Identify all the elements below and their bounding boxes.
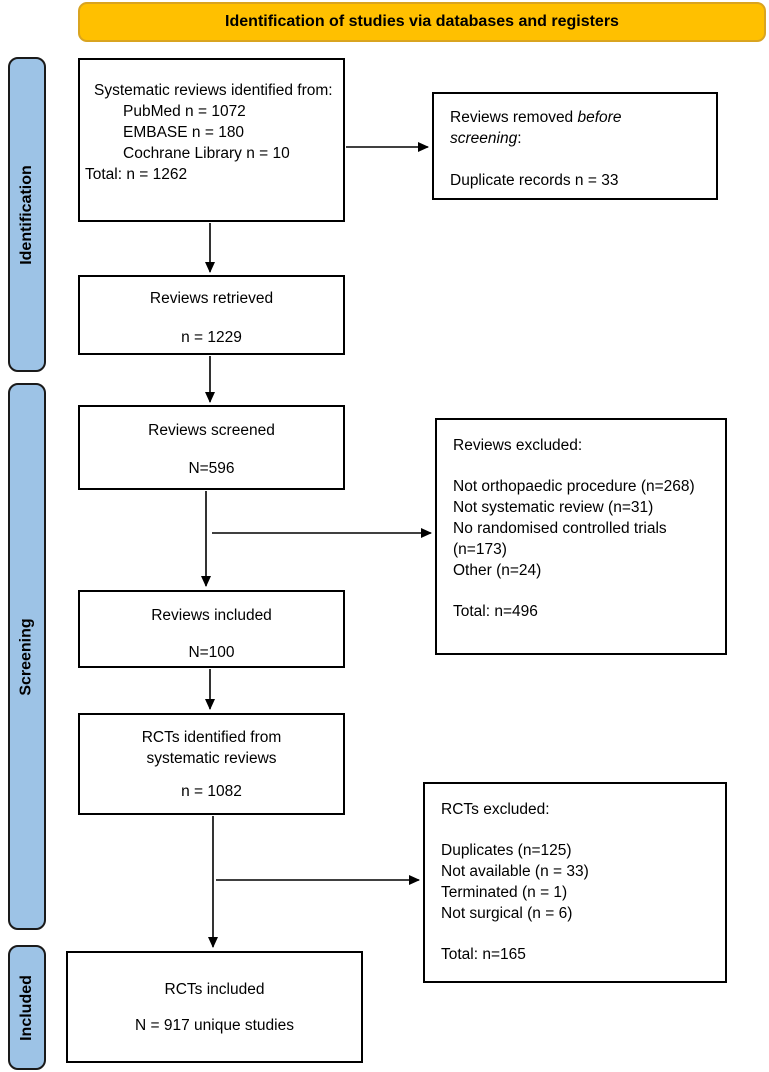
reviews-excluded-reason: No randomised controlled trials (n=173) bbox=[453, 520, 667, 558]
box-reviews-retrieved bbox=[78, 275, 345, 355]
retrieved-title: Reviews retrieved bbox=[149, 290, 274, 307]
rcts-excluded-reason: Not surgical (n = 6) bbox=[441, 905, 573, 922]
identified-source-pubmed: PubMed n = 1072 bbox=[123, 103, 246, 120]
rcts-excluded-reasons bbox=[441, 840, 713, 924]
box-reviews-removed-before-screening bbox=[432, 92, 718, 200]
box-rcts-included bbox=[66, 951, 363, 1063]
rcts-excluded-reason: Duplicates (n=125) bbox=[441, 842, 572, 859]
identified-source-cochrane: Cochrane Library n = 10 bbox=[123, 145, 290, 162]
box-rcts-identified bbox=[78, 713, 345, 815]
stage-label-included-text: Included bbox=[18, 974, 35, 1041]
box-systematic-reviews-identified bbox=[78, 58, 345, 222]
reviews-included-count: N=100 bbox=[188, 644, 235, 661]
rcts-excluded-title: RCTs excluded: bbox=[441, 801, 550, 818]
reviews-excluded-title: Reviews excluded: bbox=[453, 437, 583, 454]
rcts-excluded-reason: Terminated (n = 1) bbox=[441, 884, 568, 901]
reviews-removed-title: Reviews removed before screening: bbox=[450, 109, 622, 147]
screened-count: N=596 bbox=[188, 460, 235, 477]
reviews-excluded-reasons bbox=[453, 476, 695, 581]
reviews-excluded-reason: Other (n=24) bbox=[453, 562, 542, 579]
stage-label-included bbox=[8, 945, 46, 1070]
identified-source-embase: EMBASE n = 180 bbox=[123, 124, 245, 141]
retrieved-count: n = 1229 bbox=[181, 329, 242, 346]
rcts-excluded-total: Total: n=165 bbox=[441, 946, 526, 963]
rcts-excluded-reason: Not available (n = 33) bbox=[441, 863, 589, 880]
stage-label-screening bbox=[8, 383, 46, 930]
box-rcts-excluded bbox=[423, 782, 727, 983]
spacer bbox=[441, 924, 713, 944]
reviews-removed-title-italic: before screening bbox=[450, 109, 622, 147]
reviews-included-title: Reviews included bbox=[151, 607, 272, 624]
spacer bbox=[441, 820, 713, 840]
box-reviews-screened bbox=[78, 405, 345, 490]
stage-label-screening-text: Screening bbox=[18, 617, 36, 696]
rcts-included-title: RCTs included bbox=[164, 981, 265, 998]
screened-title: Reviews screened bbox=[148, 422, 275, 439]
rcts-identified-count: n = 1082 bbox=[181, 783, 242, 800]
box-reviews-included bbox=[78, 590, 345, 668]
reviews-removed-detail: Duplicate records n = 33 bbox=[450, 172, 619, 189]
stage-label-identification bbox=[8, 57, 46, 372]
box-reviews-excluded bbox=[435, 418, 727, 655]
rcts-included-count: N = 917 unique studies bbox=[135, 1017, 294, 1034]
stage-label-identification-text: Identification bbox=[18, 164, 35, 265]
reviews-excluded-reason: Not orthopaedic procedure (n=268) bbox=[453, 478, 695, 495]
diagram-title: Identification of studies via databases and registers bbox=[225, 13, 619, 30]
reviews-excluded-total: Total: n=496 bbox=[453, 603, 538, 620]
spacer bbox=[453, 456, 713, 476]
reviews-excluded-reason: Not systematic review (n=31) bbox=[453, 499, 654, 516]
rcts-identified-title: RCTs identified from systematic reviews bbox=[141, 729, 282, 767]
spacer bbox=[453, 581, 713, 601]
identified-intro: Systematic reviews identified from: bbox=[94, 82, 333, 99]
diagram-title-banner bbox=[78, 2, 766, 42]
identified-total: Total: n = 1262 bbox=[85, 166, 188, 183]
